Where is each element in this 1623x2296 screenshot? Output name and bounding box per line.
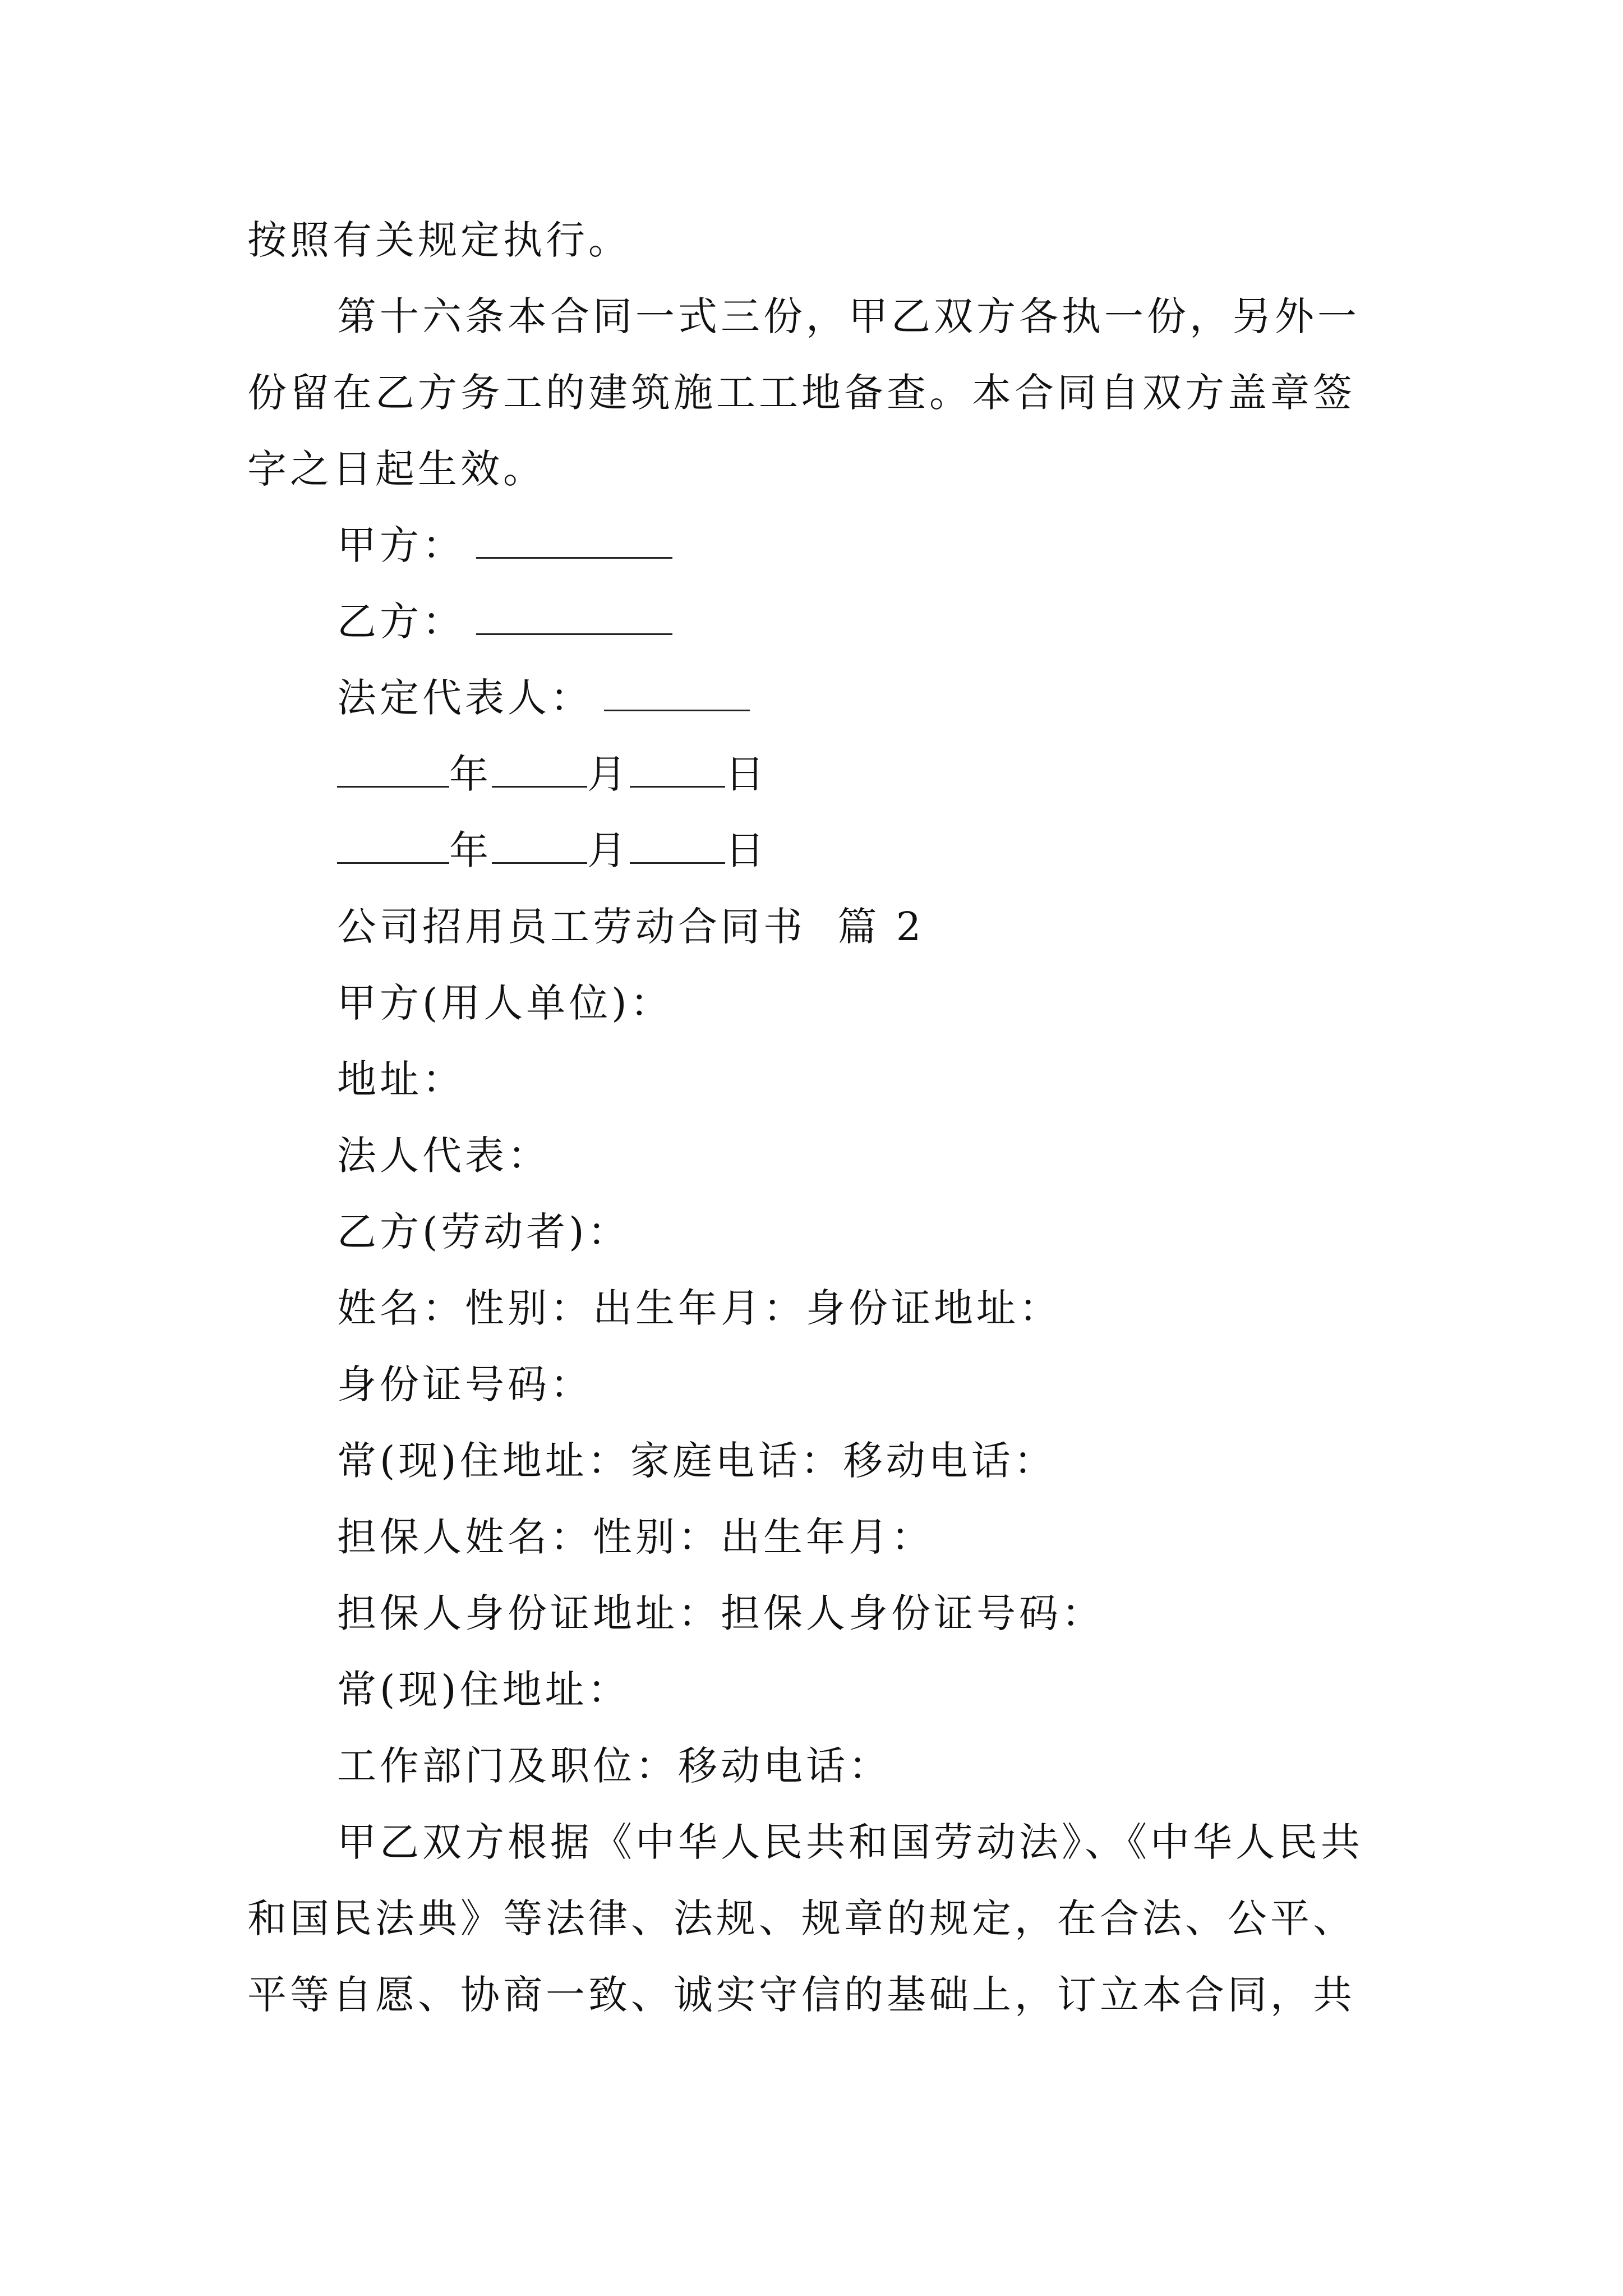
day-label: 日 [725, 827, 768, 873]
worker-info-field: 姓名：性别：出生年月：身份证地址： [337, 1285, 1062, 1331]
party-a-signature-line [247, 507, 1386, 583]
worker-field: 乙方(劳动者)： [337, 1209, 630, 1255]
residence-field: 常(现)住地址：家庭电话：移动电话： [337, 1438, 1057, 1484]
legal-rep-label: 法定代表人： [337, 675, 593, 721]
month-label: 月 [587, 751, 630, 797]
article-16-line-3: 字之日起生效。 [247, 446, 546, 492]
id-number-field: 身份证号码： [337, 1361, 593, 1407]
legal-person-field: 法人代表： [337, 1133, 550, 1179]
department-field: 工作部门及职位：移动电话： [337, 1743, 891, 1789]
text-line-continuation: 按照有关规定执行。 [247, 217, 631, 263]
date-line-1 [247, 736, 1386, 812]
article-16-line-1: 第十六条本合同一式三份，甲乙双方各执一份，另外一 [337, 293, 1360, 339]
month-label: 月 [587, 827, 630, 873]
party-b-signature-line [247, 583, 1386, 660]
date-line-2 [247, 812, 1386, 889]
guarantor-id-field: 担保人身份证地址：担保人身份证号码： [337, 1590, 1104, 1636]
legal-rep-signature-line [247, 660, 1386, 736]
guarantor-field: 担保人姓名：性别：出生年月： [337, 1514, 934, 1560]
day-label: 日 [725, 751, 768, 797]
intro-paragraph-line-2: 和国民法典》等法律、法规、规章的规定，在合法、公平、 [247, 1895, 1355, 1941]
party-b-blank [476, 599, 672, 635]
month-blank [492, 751, 587, 788]
year-label: 年 [449, 827, 492, 873]
address-field: 地址： [337, 1056, 465, 1102]
legal-rep-blank [604, 675, 750, 711]
month-blank [492, 827, 587, 864]
article-16-line-2: 份留在乙方务工的建筑施工工地备查。本合同自双方盖章签 [247, 370, 1355, 416]
party-a-label: 甲方： [337, 522, 465, 568]
residence-field-2: 常(现)住地址： [337, 1667, 630, 1713]
day-blank [630, 751, 725, 788]
year-label: 年 [449, 751, 492, 797]
document-body [247, 202, 1386, 2033]
day-blank [630, 827, 725, 864]
employer-field: 甲方(用人单位)： [337, 980, 673, 1026]
party-b-label: 乙方： [337, 599, 465, 645]
section-title: 公司招用员工劳动合同书 篇 2 [337, 904, 925, 950]
intro-paragraph-line-3: 平等自愿、协商一致、诚实守信的基础上，订立本合同，共 [247, 1972, 1355, 2018]
year-blank [337, 827, 449, 864]
year-blank [337, 751, 449, 788]
party-a-blank [476, 522, 672, 559]
intro-paragraph-line-1: 甲乙双方根据《中华人民共和国劳动法》、《中华人民共 [337, 1819, 1363, 1865]
